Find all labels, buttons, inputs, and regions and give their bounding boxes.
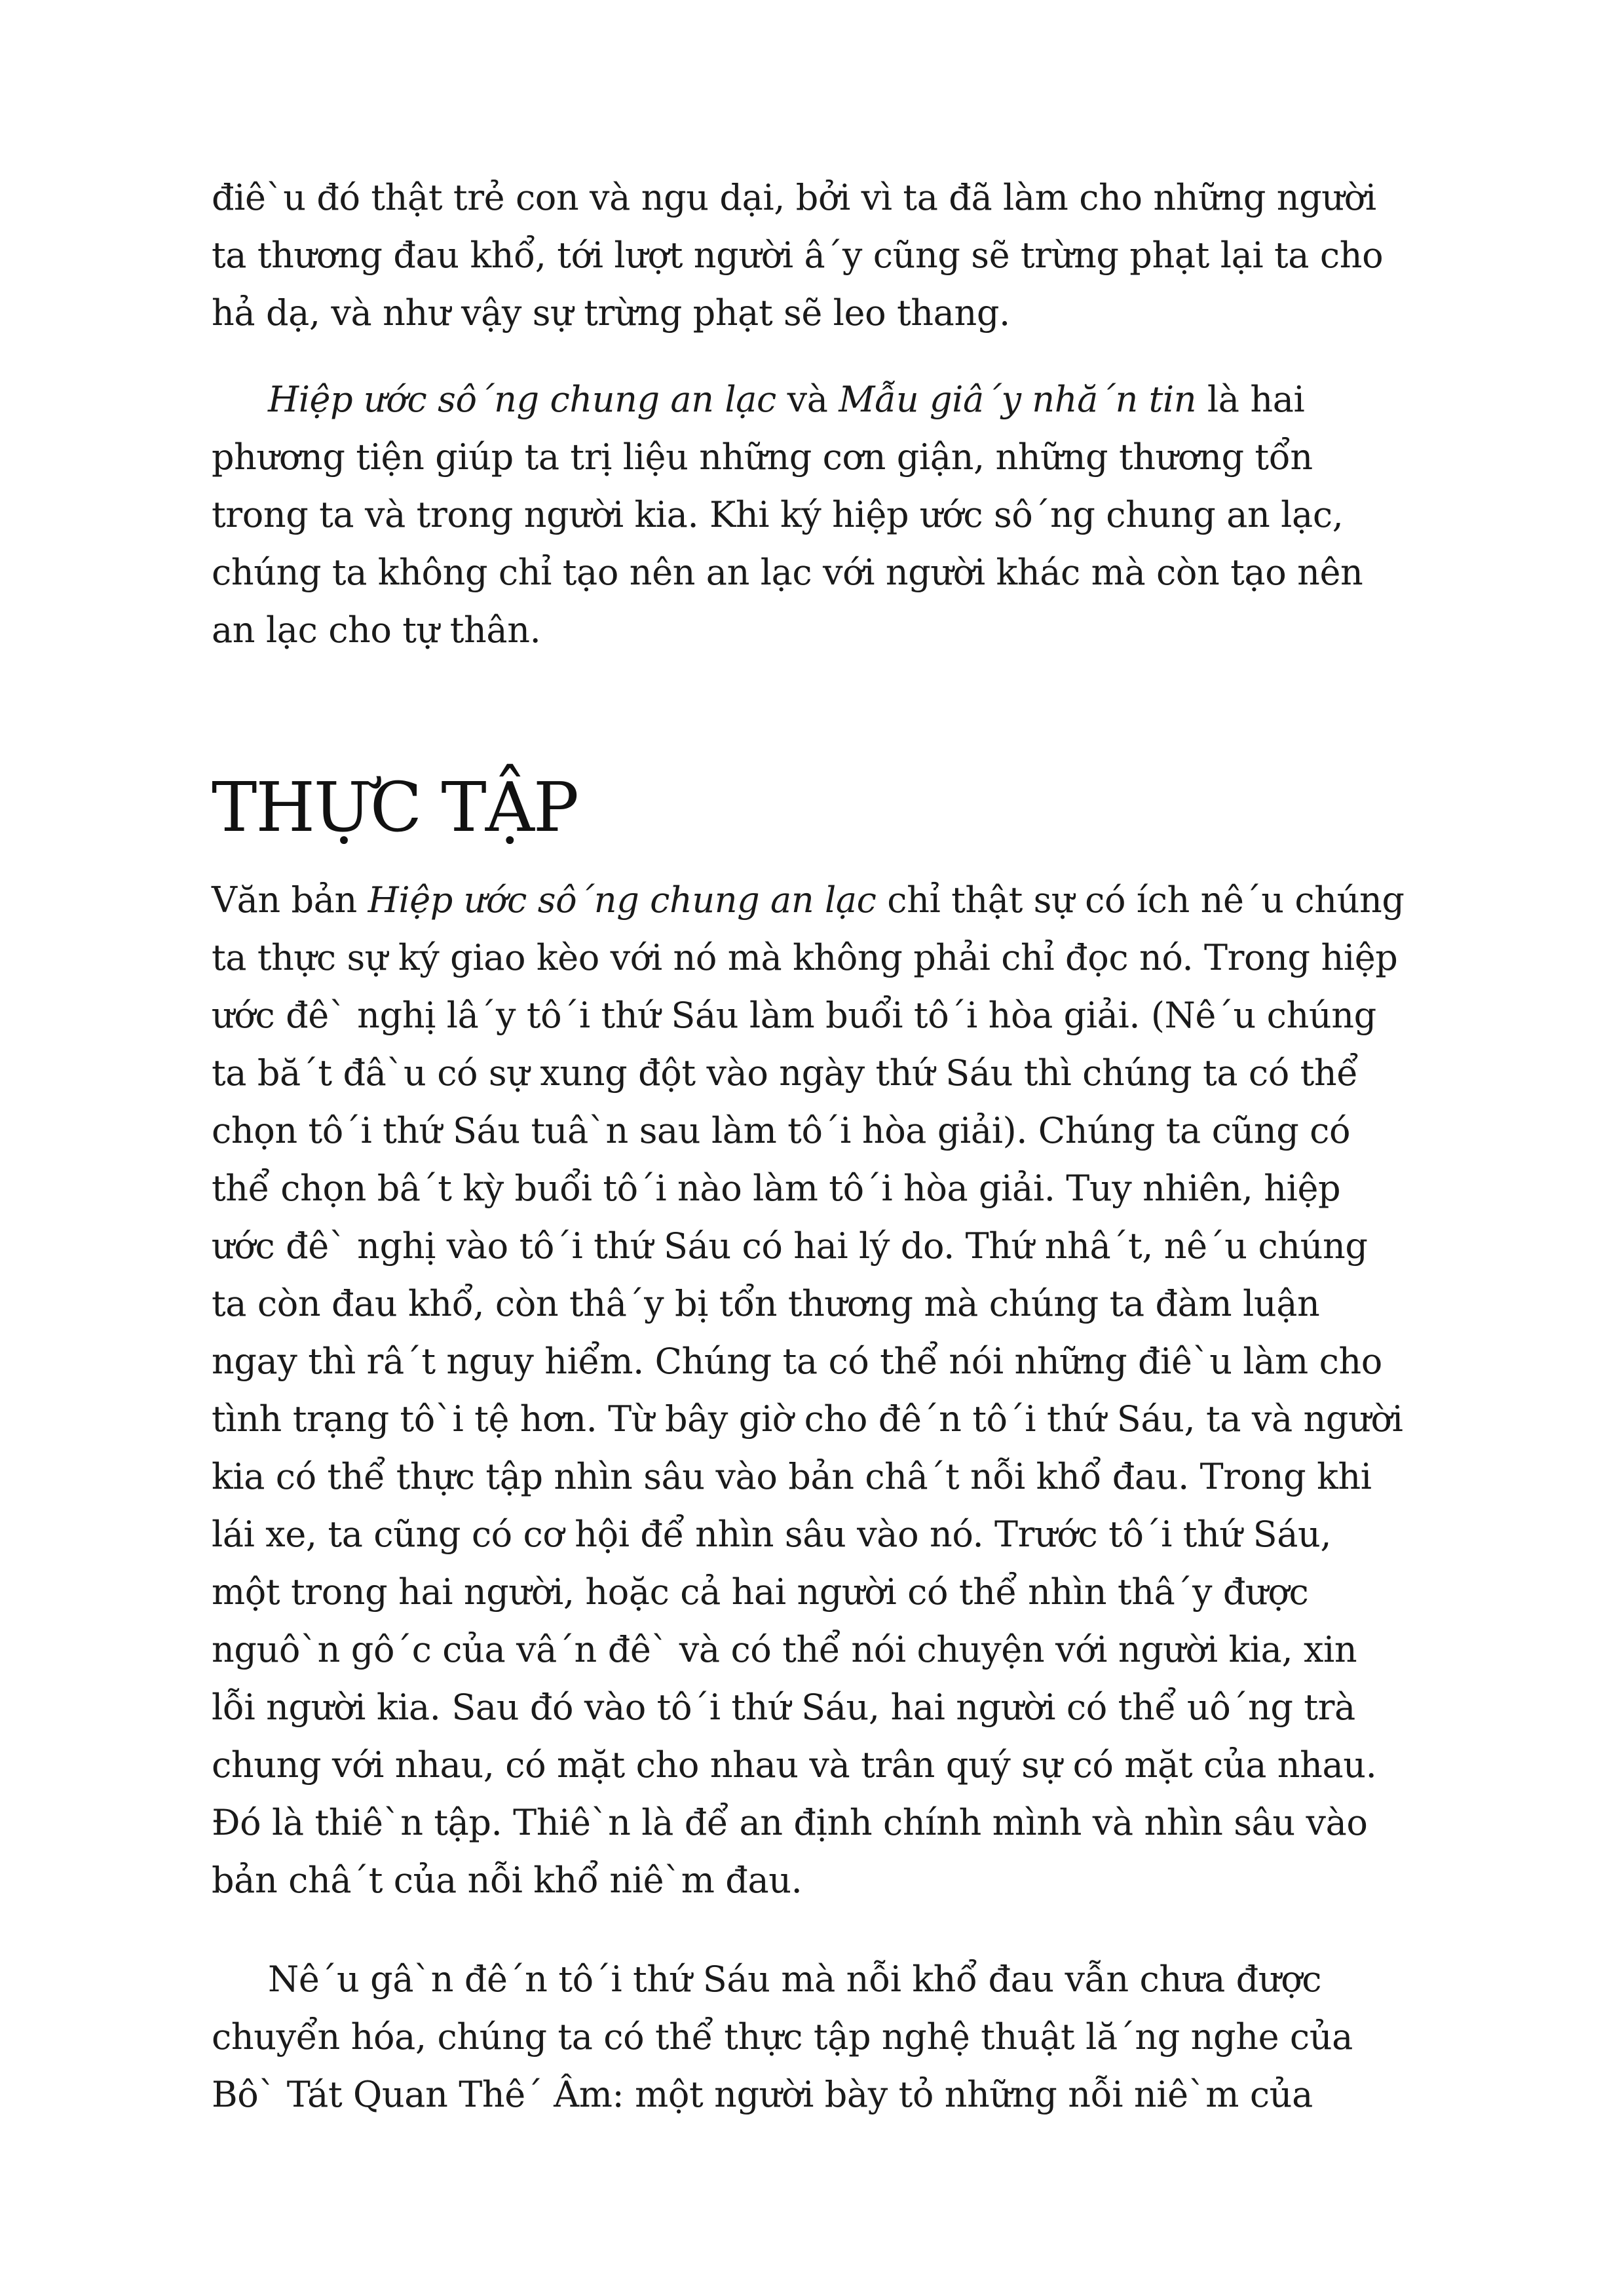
paragraph-2-text — [212, 371, 1424, 659]
paragraph-2-body: là hai phương tiện giúp ta trị liệu những cơn giận, những thương tổn trong ta và trong người kia. Khi ký hiệp ước sô´ng chung an lạc, chúng ta không chỉ tạo nên an lạc với người khác mà còn tạo nên an lạc cho tự thân. — [212, 379, 1363, 651]
paragraph-4 — [212, 1951, 1424, 2124]
section-heading: THỰC TẬP — [212, 767, 578, 847]
paragraph-1-text: điê`u đó thật trẻ con và ngu dại, bởi vì ta đã làm cho những người ta thương đau khổ, tới lượt người â´y cũng sẽ trừng phạt lại ta cho hả dạ, và như vậy sự trừng phạt sẽ leo thang. — [212, 177, 1384, 334]
paragraph-3-body: chỉ thật sự có ích nê´u chúng ta thực sự ký giao kèo với nó mà không phải chỉ đọc nó. Trong hiệp ước đê` nghị lâ´y tô´i thứ Sáu làm buổi tô´i hòa giải. (Nê´u chúng ta bă´t đâ`u có sự xung đột vào ngày thứ Sáu thì chúng ta có thể chọn tô´i thứ Sáu tuâ`n sau làm tô´i hòa giải). Chúng ta cũng có thể chọn bâ´t kỳ buổi tô´i nào làm tô´i hòa giải. Tuy nhiên, hiệp ước đê` nghị vào tô´i thứ Sáu có hai lý do. Thứ nhâ´t, nê´u chúng ta còn đau khổ, còn thâ´y bị tổn thương mà chúng ta đàm luận ngay thì râ´t nguy hiểm. Chúng ta có thể nói những điê`u làm cho tình trạng tô`i tệ hơn. Từ bây giờ cho đê´n tô´i thứ Sáu, ta và người kia có thể thực tập nhìn sâu vào bản châ´t nỗi khổ đau. Trong khi lái xe, ta cũng có cơ hội để nhìn sâu vào nó. Trước tô´i thứ Sáu, một trong hai người, hoặc cả hai người có thể nhìn thâ´y được nguô`n gô´c của vâ´n đê` và có thể nói chuyện với người kia, xin lỗi người kia. Sau đó vào tô´i thứ Sáu, hai người có thể uô´ng trà chung với nhau, có mặt cho nhau và trân quý sự có mặt của nhau. Đó là thiê`n tập. Thiê`n là để an định chính mình và nhìn sâu vào bản châ´t của nỗi khổ niê`m đau. — [212, 879, 1405, 1901]
paragraph-4-text: Nê´u gâ`n đê´n tô´i thứ Sáu mà nỗi khổ đau vẫn chưa được chuyển hóa, chúng ta có thể thực tập nghệ thuật lă´ng nghe của Bô` Tát Quan Thê´ Âm: một người bày tỏ những nỗi niê`m của — [212, 1959, 1353, 2115]
italic-title-hiep-uoc: Hiệp ước sô´ng chung an lạc — [268, 379, 776, 420]
paragraph-1 — [212, 169, 1424, 342]
connector-text: và — [776, 379, 839, 420]
paragraph-3-text — [212, 871, 1424, 1909]
paragraph-3-lead: Văn bản — [212, 879, 368, 921]
italic-title-mau-giay: Mẫu giâ´y nhă´n tin — [839, 379, 1197, 420]
paragraph-3 — [212, 871, 1424, 1909]
paragraph-2 — [212, 371, 1424, 659]
italic-title-hiep-uoc-2: Hiệp ước sô´ng chung an lạc — [368, 879, 877, 921]
